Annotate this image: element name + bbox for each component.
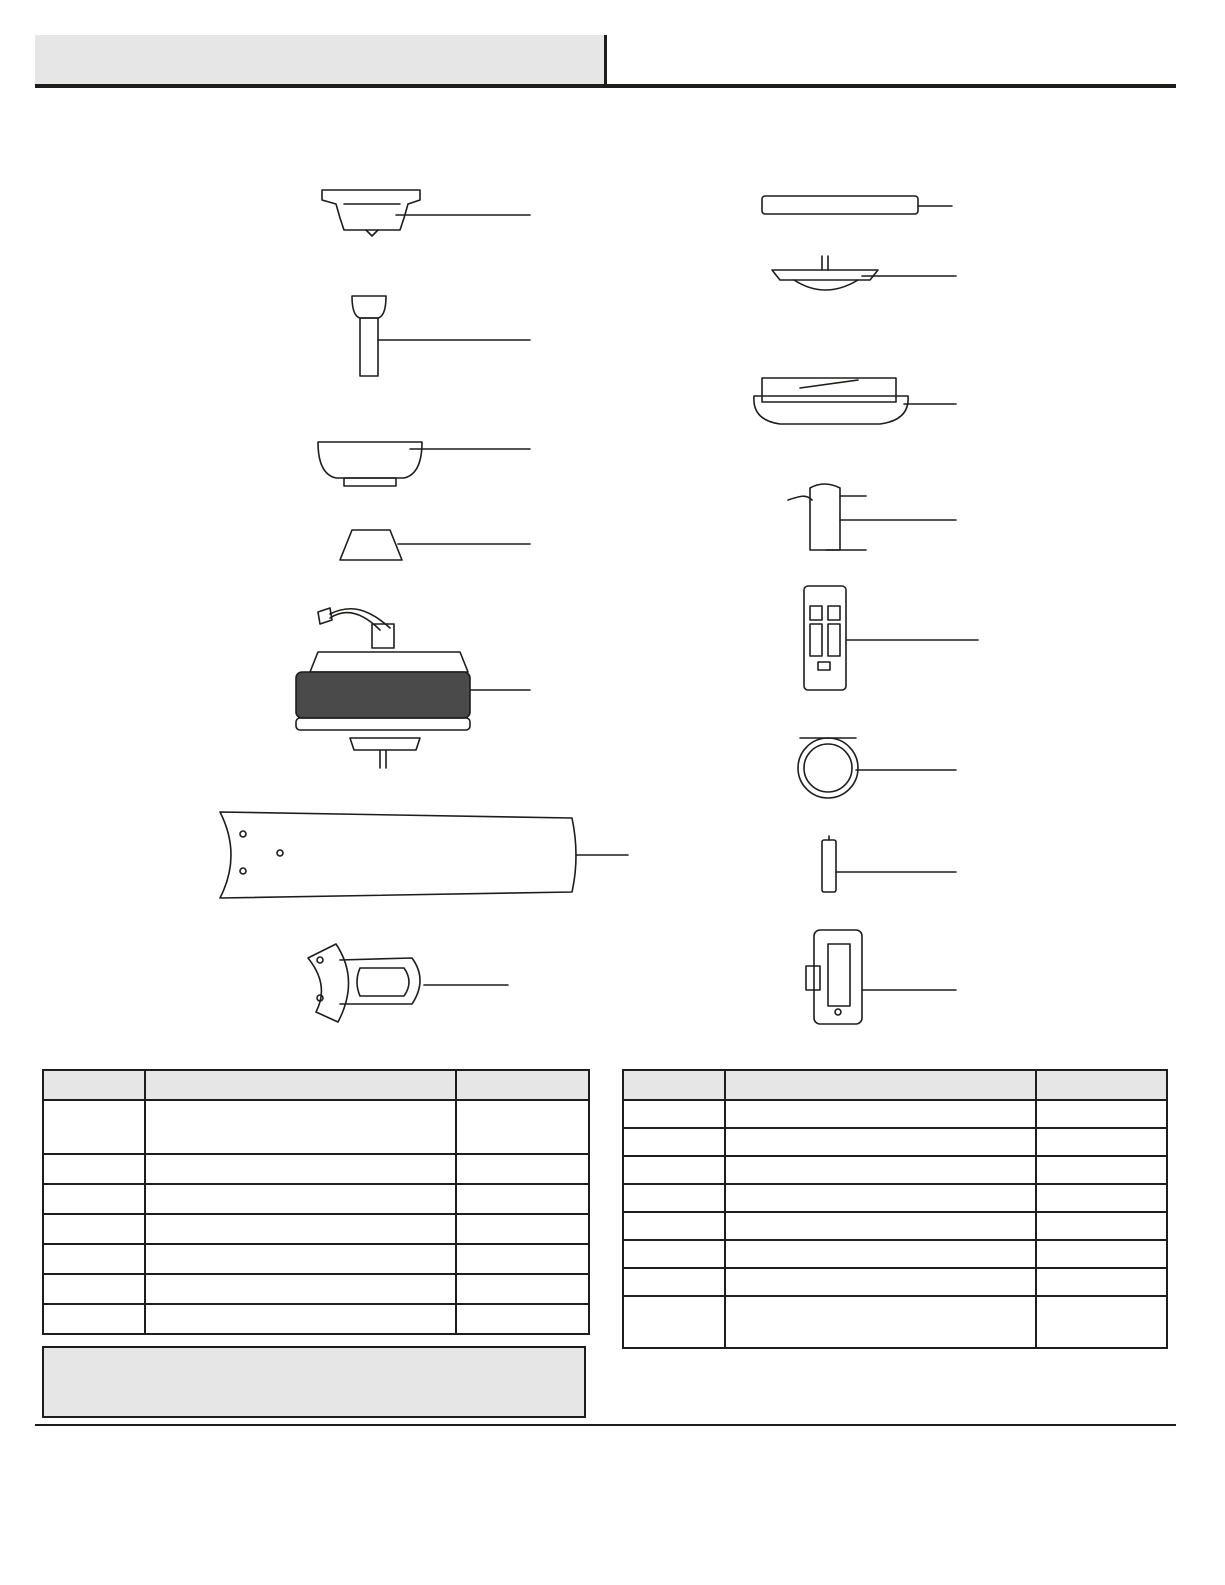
- table-cell: [456, 1304, 589, 1334]
- table-cell: [145, 1184, 456, 1214]
- table-row: [43, 1154, 589, 1184]
- table-cell: [623, 1128, 725, 1156]
- table-cell: [43, 1274, 145, 1304]
- mounting-bracket-illustration: [322, 190, 530, 236]
- table-cell: [623, 1268, 725, 1296]
- table-row: [623, 1128, 1167, 1156]
- table-cell: [145, 1244, 456, 1274]
- table-cell: [456, 1274, 589, 1304]
- table-cell: [623, 1156, 725, 1184]
- column-header: [145, 1070, 456, 1100]
- table-cell: [1036, 1212, 1167, 1240]
- table-cell: [145, 1100, 456, 1154]
- downrod-illustration: [352, 296, 530, 376]
- table-cell: [145, 1304, 456, 1334]
- table-row: [43, 1304, 589, 1334]
- table-row: [43, 1274, 589, 1304]
- coupling-cover-illustration: [340, 530, 530, 560]
- table-row: [623, 1268, 1167, 1296]
- footer-rule: [35, 1424, 1176, 1426]
- table-row: [43, 1244, 589, 1274]
- extension-wire-illustration: [798, 738, 956, 798]
- parts-table-left: [42, 1069, 590, 1335]
- table-cell: [145, 1274, 456, 1304]
- table-cell: [725, 1128, 1036, 1156]
- table-cell: [145, 1214, 456, 1244]
- parts-table-right: [622, 1069, 1168, 1349]
- blade-arm-illustration: [308, 944, 508, 1022]
- table-cell: [456, 1154, 589, 1184]
- light-cover-illustration: [762, 196, 952, 214]
- table-cell: [43, 1214, 145, 1244]
- table-cell: [43, 1184, 145, 1214]
- table-row: [43, 1100, 589, 1154]
- table-cell: [623, 1184, 725, 1212]
- table-cell: [43, 1304, 145, 1334]
- table-cell: [456, 1100, 589, 1154]
- table-cell: [725, 1268, 1036, 1296]
- table-cell: [725, 1184, 1036, 1212]
- table-cell: [1036, 1156, 1167, 1184]
- motor-assembly-illustration: [296, 608, 530, 768]
- table-row: [623, 1296, 1167, 1348]
- table-cell: [145, 1154, 456, 1184]
- table-cell: [43, 1154, 145, 1184]
- battery-illustration: [822, 836, 956, 892]
- table-row: [623, 1100, 1167, 1128]
- light-kit-plate-illustration: [772, 256, 956, 290]
- table-cell: [725, 1240, 1036, 1268]
- column-header: [43, 1070, 145, 1100]
- canopy-illustration: [318, 442, 530, 486]
- wall-cradle-illustration: [806, 930, 956, 1024]
- table-row: [43, 1214, 589, 1244]
- table-cell: [43, 1244, 145, 1274]
- table-cell: [725, 1296, 1036, 1348]
- table-cell: [456, 1244, 589, 1274]
- important-notice: [42, 1346, 586, 1418]
- table-row: [43, 1184, 589, 1214]
- table-cell: [725, 1100, 1036, 1128]
- table-row: [623, 1212, 1167, 1240]
- table-header-row: [43, 1070, 589, 1100]
- table-cell: [1036, 1268, 1167, 1296]
- table-cell: [1036, 1296, 1167, 1348]
- table-cell: [456, 1214, 589, 1244]
- receiver-illustration: [788, 484, 956, 550]
- column-header: [623, 1070, 725, 1100]
- table-cell: [456, 1184, 589, 1214]
- table-cell: [623, 1100, 725, 1128]
- table-cell: [1036, 1128, 1167, 1156]
- table-cell: [1036, 1100, 1167, 1128]
- table-cell: [725, 1212, 1036, 1240]
- column-header: [725, 1070, 1036, 1100]
- table-cell: [43, 1100, 145, 1154]
- table-cell: [1036, 1184, 1167, 1212]
- table-cell: [623, 1212, 725, 1240]
- remote-control-illustration: [804, 586, 978, 690]
- table-row: [623, 1156, 1167, 1184]
- table-cell: [623, 1240, 725, 1268]
- column-header: [1036, 1070, 1167, 1100]
- switch-housing-illustration: [754, 378, 956, 424]
- fan-blade-illustration: [220, 812, 628, 898]
- table-cell: [725, 1156, 1036, 1184]
- table-header-row: [623, 1070, 1167, 1100]
- table-row: [623, 1184, 1167, 1212]
- table-cell: [1036, 1240, 1167, 1268]
- column-header: [456, 1070, 589, 1100]
- table-cell: [623, 1296, 725, 1348]
- table-row: [623, 1240, 1167, 1268]
